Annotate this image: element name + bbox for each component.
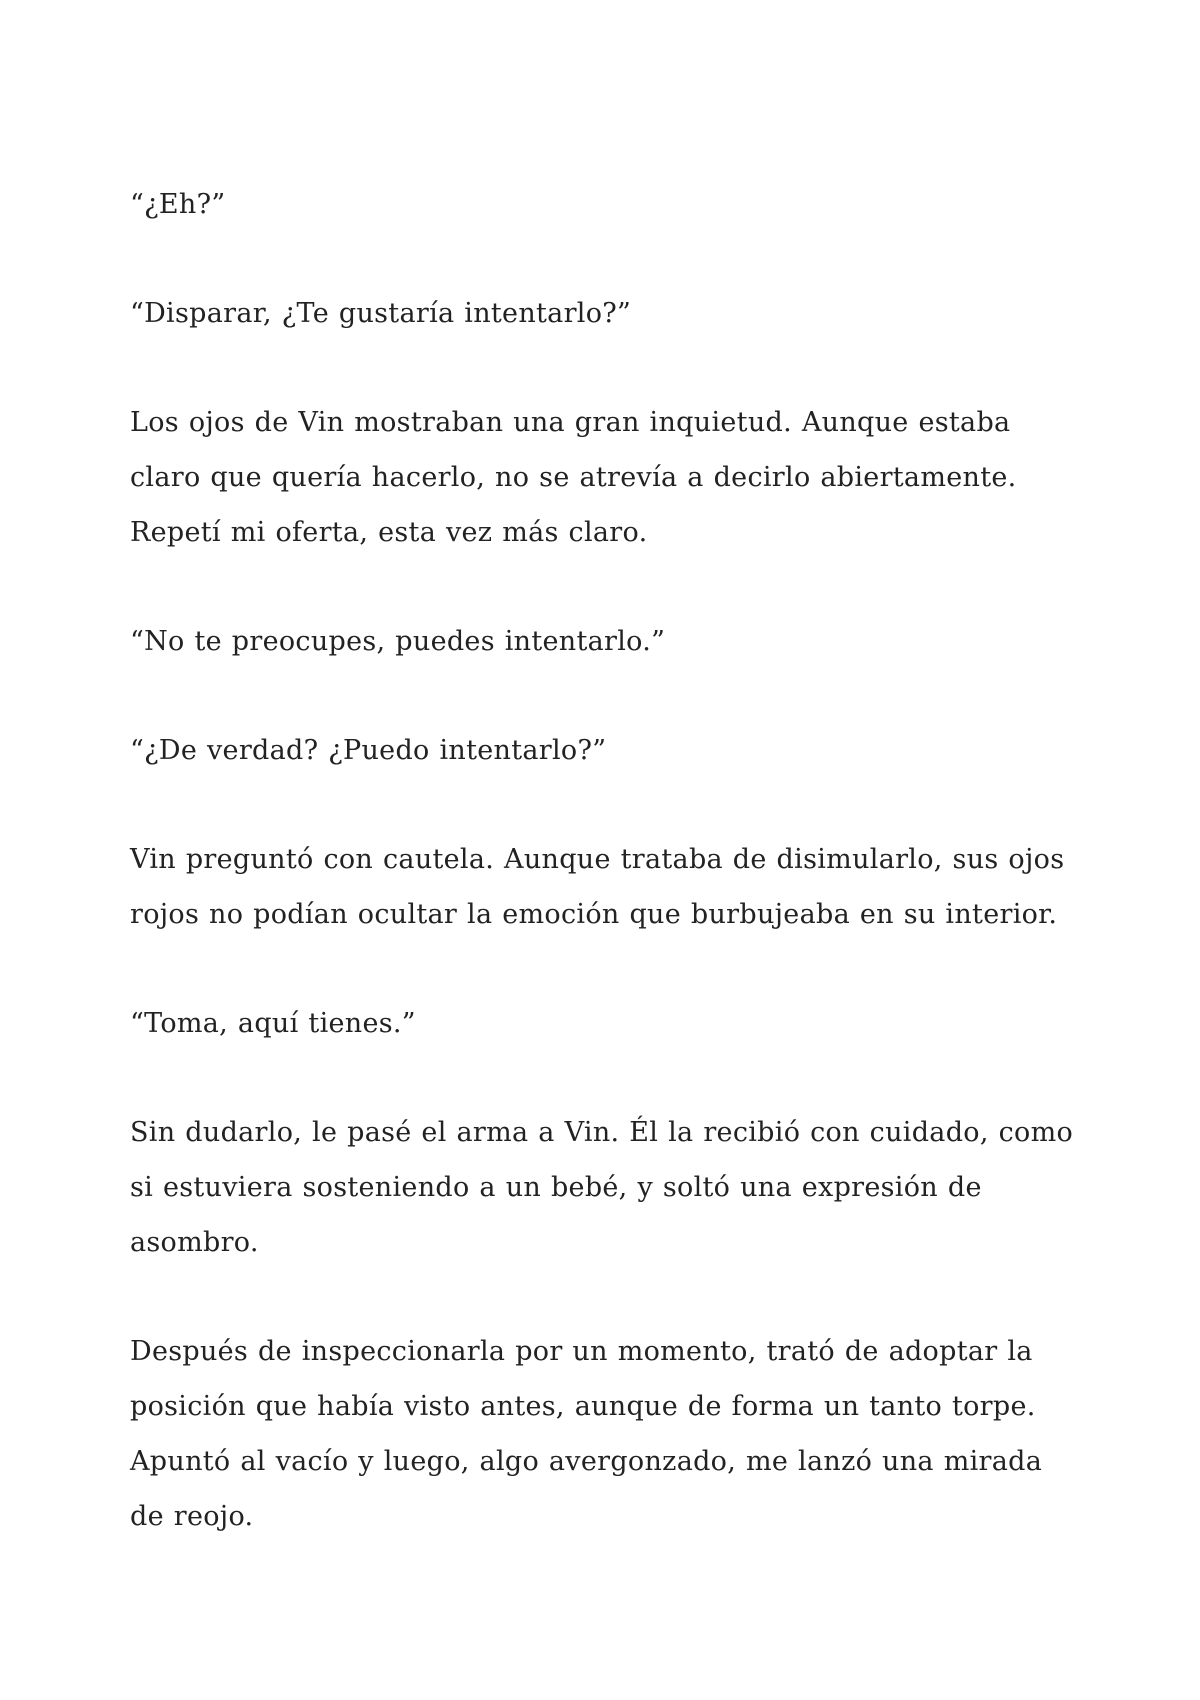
- paragraph: Los ojos de Vin mostraban una gran inquietud. Aunque estaba claro que quería hacerlo, no se atrevía a decirlo abiertamente. Repetí mi oferta, esta vez más claro.: [130, 407, 1017, 548]
- paragraph: Sin dudarlo, le pasé el arma a Vin. Él la recibió con cuidado, como si estuviera sosteniendo a un bebé, y soltó una expresión de asombro.: [130, 1117, 1074, 1258]
- paragraph: “¿Eh?”: [130, 189, 226, 220]
- paragraph: “¿De verdad? ¿Puedo intentarlo?”: [130, 735, 607, 766]
- paragraph: “Toma, aquí tienes.”: [130, 1008, 416, 1039]
- paragraph: “Disparar, ¿Te gustaría intentarlo?”: [130, 298, 632, 329]
- paragraph: Después de inspeccionarla por un momento, trató de adoptar la posición que había visto antes, aunque de forma un tanto torpe. Apuntó al vacío y luego, algo avergonzado, me lanzó una mirada de reojo.: [130, 1336, 1043, 1532]
- paragraph: Vin preguntó con cautela. Aunque trataba de disimularlo, sus ojos rojos no podían ocultar la emoción que burbujeaba en su interior.: [130, 844, 1065, 930]
- paragraph: “No te preocupes, puedes intentarlo.”: [130, 626, 666, 657]
